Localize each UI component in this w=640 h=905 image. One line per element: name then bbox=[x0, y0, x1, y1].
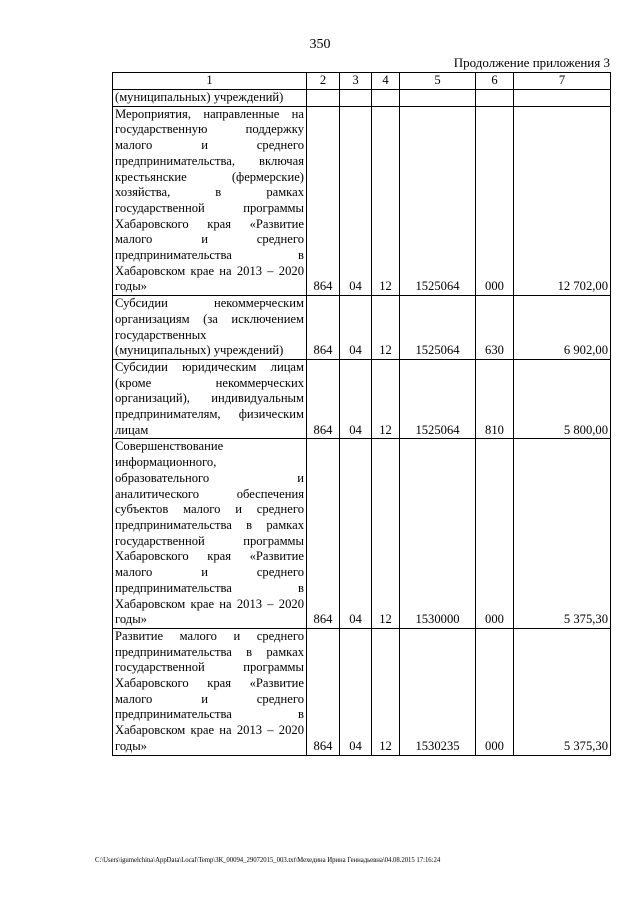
row-code-cell: 000 bbox=[476, 628, 514, 755]
row-code-cell: 864 bbox=[307, 439, 340, 628]
row-code-cell: 12 bbox=[372, 106, 400, 295]
row-code-cell: 1525064 bbox=[400, 359, 476, 439]
table-header-row bbox=[113, 73, 611, 90]
row-code-cell: 04 bbox=[340, 439, 372, 628]
row-amount-cell: 5 375,30 bbox=[514, 439, 611, 628]
row-code-cell: 630 bbox=[476, 296, 514, 360]
row-code-cell bbox=[372, 90, 400, 107]
row-name-cell: Субсидии юридическим лицам (кроме некоммерческих организаций), индивидуальным предпринимателям, физическим лицам bbox=[113, 359, 307, 439]
table-row bbox=[113, 106, 611, 295]
row-code-cell: 04 bbox=[340, 359, 372, 439]
row-code-cell: 810 bbox=[476, 359, 514, 439]
column-header: 5 bbox=[400, 73, 476, 90]
row-amount-cell: 12 702,00 bbox=[514, 106, 611, 295]
row-code-cell: 864 bbox=[307, 296, 340, 360]
row-name-cell: Субсидии некоммерческим организациям (за исключением государственных (муниципальных) учреждений) bbox=[113, 296, 307, 360]
budget-table bbox=[112, 72, 611, 756]
column-header: 7 bbox=[514, 73, 611, 90]
row-code-cell: 12 bbox=[372, 359, 400, 439]
row-code-cell: 1530000 bbox=[400, 439, 476, 628]
column-header: 3 bbox=[340, 73, 372, 90]
row-code-cell: 864 bbox=[307, 106, 340, 295]
row-name-cell: (муниципальных) учреждений) bbox=[113, 90, 307, 107]
row-code-cell bbox=[400, 90, 476, 107]
table-row bbox=[113, 628, 611, 755]
row-code-cell bbox=[307, 90, 340, 107]
table-row bbox=[113, 439, 611, 628]
row-code-cell: 04 bbox=[340, 106, 372, 295]
column-header: 1 bbox=[113, 73, 307, 90]
row-code-cell: 12 bbox=[372, 628, 400, 755]
row-code-cell: 1530235 bbox=[400, 628, 476, 755]
row-code-cell: 1525064 bbox=[400, 106, 476, 295]
column-header: 6 bbox=[476, 73, 514, 90]
column-header: 4 bbox=[372, 73, 400, 90]
row-code-cell: 12 bbox=[372, 296, 400, 360]
row-code-cell bbox=[476, 90, 514, 107]
continuation-caption: Продолжение приложения 3 bbox=[453, 55, 610, 70]
footer-file-path: C:\Users\igumelchina\AppData\Local\Temp\ЗК_00094_29072015_003.txt\Мехедина Ирина Геннадьевна\04.08.2015 17:16:24 bbox=[95, 857, 441, 864]
row-code-cell bbox=[340, 90, 372, 107]
row-code-cell: 864 bbox=[307, 359, 340, 439]
table-row bbox=[113, 90, 611, 107]
row-code-cell: 000 bbox=[476, 439, 514, 628]
row-code-cell: 000 bbox=[476, 106, 514, 295]
row-code-cell: 04 bbox=[340, 628, 372, 755]
page-number: 350 bbox=[309, 37, 331, 52]
column-header: 2 bbox=[307, 73, 340, 90]
row-name-cell: Совершенствование информационного, образовательного и аналитического обеспечения субъектов малого и среднего предпринимательства в рамках государственной программы Хабаровского края «Развитие малого и среднего предпринимательства в Хабаровском крае на 2013 – 2020 годы» bbox=[113, 439, 307, 628]
row-name-cell: Мероприятия, направленные на государственную поддержку малого и среднего предпринимательства, включая крестьянские (фермерские) хозяйства, в рамках государственной программы Хабаровского края «Развитие малого и среднего предпринимательства в Хабаровском крае на 2013 – 2020 годы» bbox=[113, 106, 307, 295]
table-row bbox=[113, 296, 611, 360]
row-amount-cell: 5 375,30 bbox=[514, 628, 611, 755]
row-code-cell: 04 bbox=[340, 296, 372, 360]
row-amount-cell bbox=[514, 90, 611, 107]
row-amount-cell: 6 902,00 bbox=[514, 296, 611, 360]
row-amount-cell: 5 800,00 bbox=[514, 359, 611, 439]
table-row bbox=[113, 359, 611, 439]
row-name-cell: Развитие малого и среднего предпринимательства в рамках государственной программы Хабаровского края «Развитие малого и среднего предпринимательства в Хабаровском крае на 2013 – 2020 годы» bbox=[113, 628, 307, 755]
row-code-cell: 1525064 bbox=[400, 296, 476, 360]
row-code-cell: 12 bbox=[372, 439, 400, 628]
row-code-cell: 864 bbox=[307, 628, 340, 755]
